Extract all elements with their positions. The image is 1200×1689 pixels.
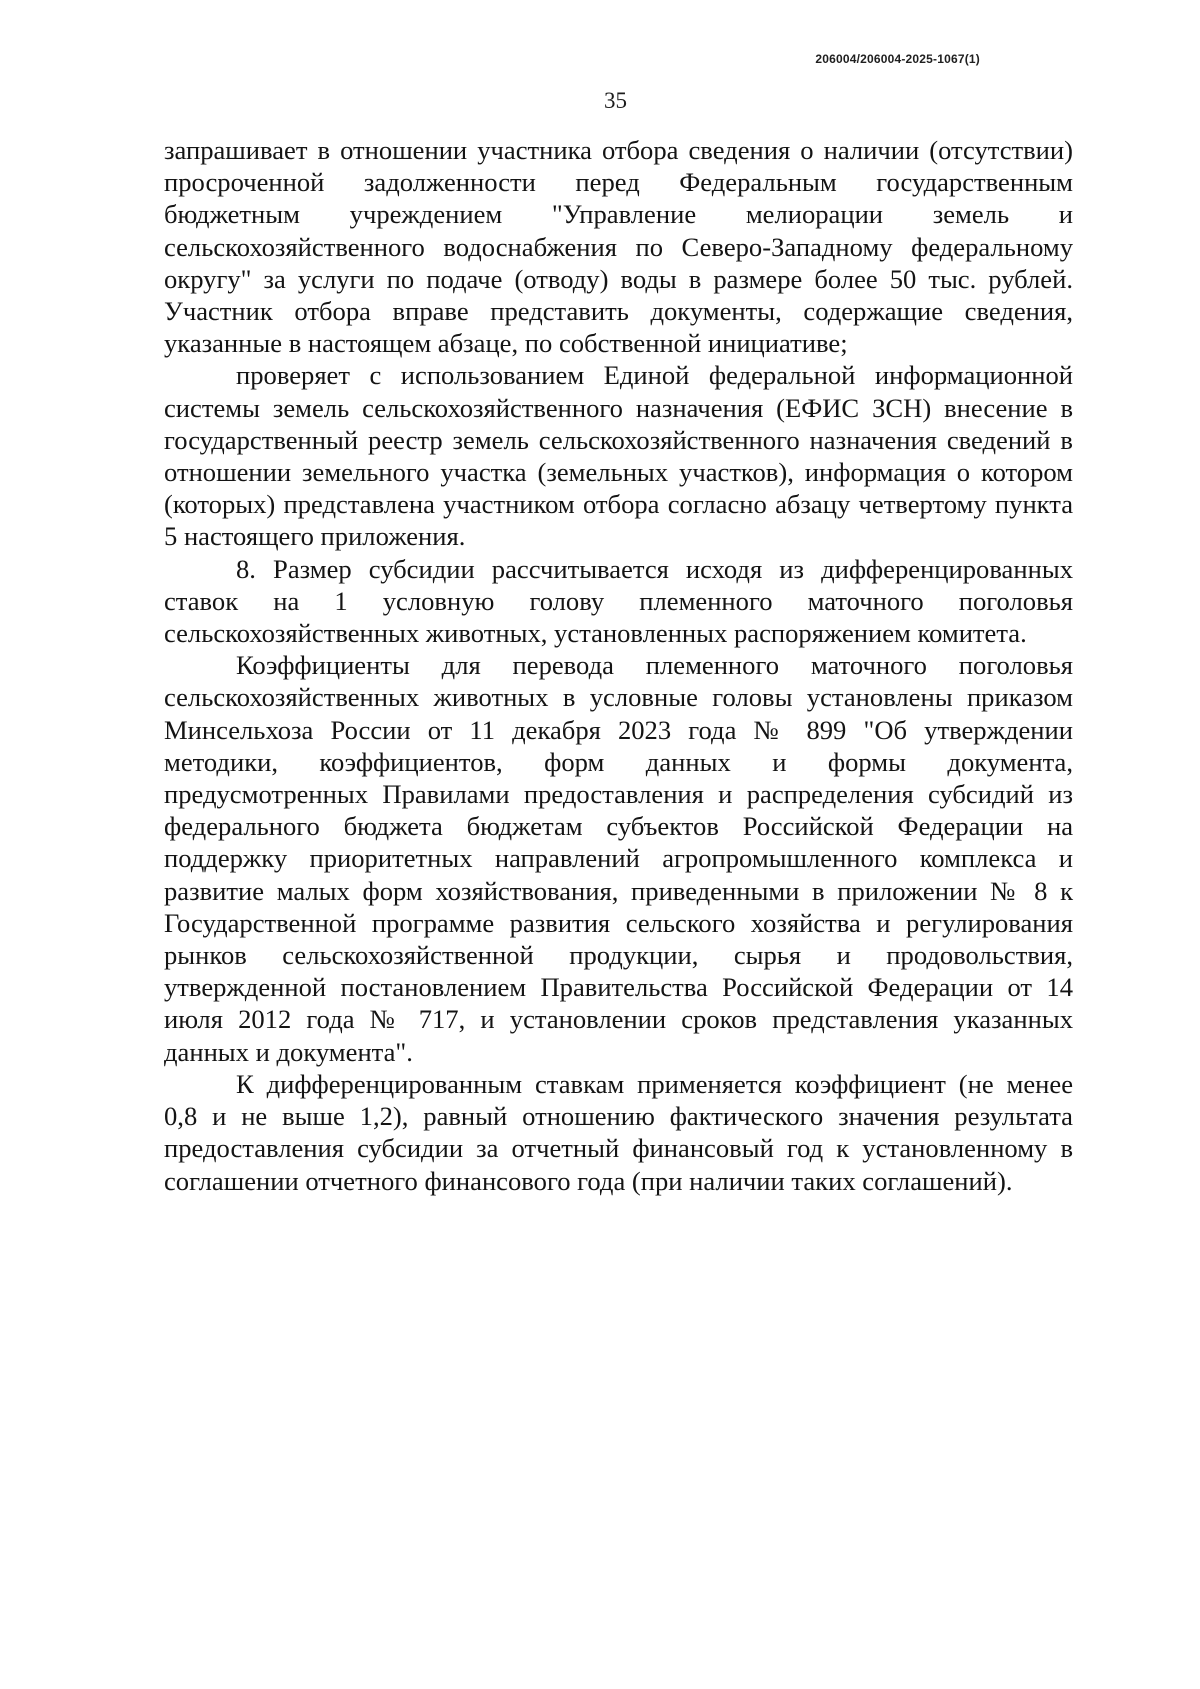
paragraph-continuation: запрашивает в отношении участника отбора сведения о наличии (отсутствии) просроченной задолженности перед Федеральным государственным бюджетным учреждением "Управление мелиорации земель и сельскохозяйственного водоснабжения по Северо-Западному федеральному округу" за услуги по подаче (отводу) воды в размере более 50 тыс. рублей. Участник отбора вправе представить документы, содержащие сведения, указанные в настоящем абзаце, по собственной инициативе; bbox=[164, 135, 1073, 359]
paragraph-efis-check: проверяет с использованием Единой федеральной информационной системы земель сельскохозяйственного назначения (ЕФИС ЗСН) внесение в государственный реестр земель сельскохозяйственного назначения сведений в отношении земельного участка (земельных участков), информация о котором (которых) представлена участником отбора согласно абзацу четвертому пункта 5 настоящего приложения. bbox=[164, 360, 1073, 552]
page-number: 35 bbox=[604, 88, 627, 113]
paragraph-item-8: 8. Размер субсидии рассчитывается исходя из дифференцированных ставок на 1 условную голову племенного маточного поголовья сельскохозяйственных животных, установленных распоряжением комитета. bbox=[164, 553, 1073, 649]
document-id: 206004/206004-2025-1067(1) bbox=[815, 52, 980, 66]
paragraph-coefficients: Коэффициенты для перевода племенного маточного поголовья сельскохозяйственных животных в условные головы установлены приказом Минсельхоза России от 11 декабря 2023 года № 899 "Об утверждении методики, коэффициентов, форм данных и формы документа, предусмотренных Правилами предоставления и распределения субсидий из федерального бюджета бюджетам субъектов Российской Федерации на поддержку приоритетных направлений агропромышленного комплекса и развитие малых форм хозяйствования, приведенными в приложении № 8 к Государственной программе развития сельского хозяйства и регулирования рынков сельскохозяйственной продукции, сырья и продовольствия, утвержденной постановлением Правительства Российской Федерации от 14 июля 2012 года № 717, и установлении сроков представления указанных данных и документа". bbox=[164, 650, 1073, 1067]
paragraph-rate-coefficient: К дифференцированным ставкам применяется коэффициент (не менее 0,8 и не выше 1,2), равный отношению фактического значения результата предоставления субсидии за отчетный финансовый год к установленному в соглашении отчетного финансового года (при наличии таких соглашений). bbox=[164, 1068, 1073, 1196]
document-body bbox=[164, 134, 1073, 1197]
